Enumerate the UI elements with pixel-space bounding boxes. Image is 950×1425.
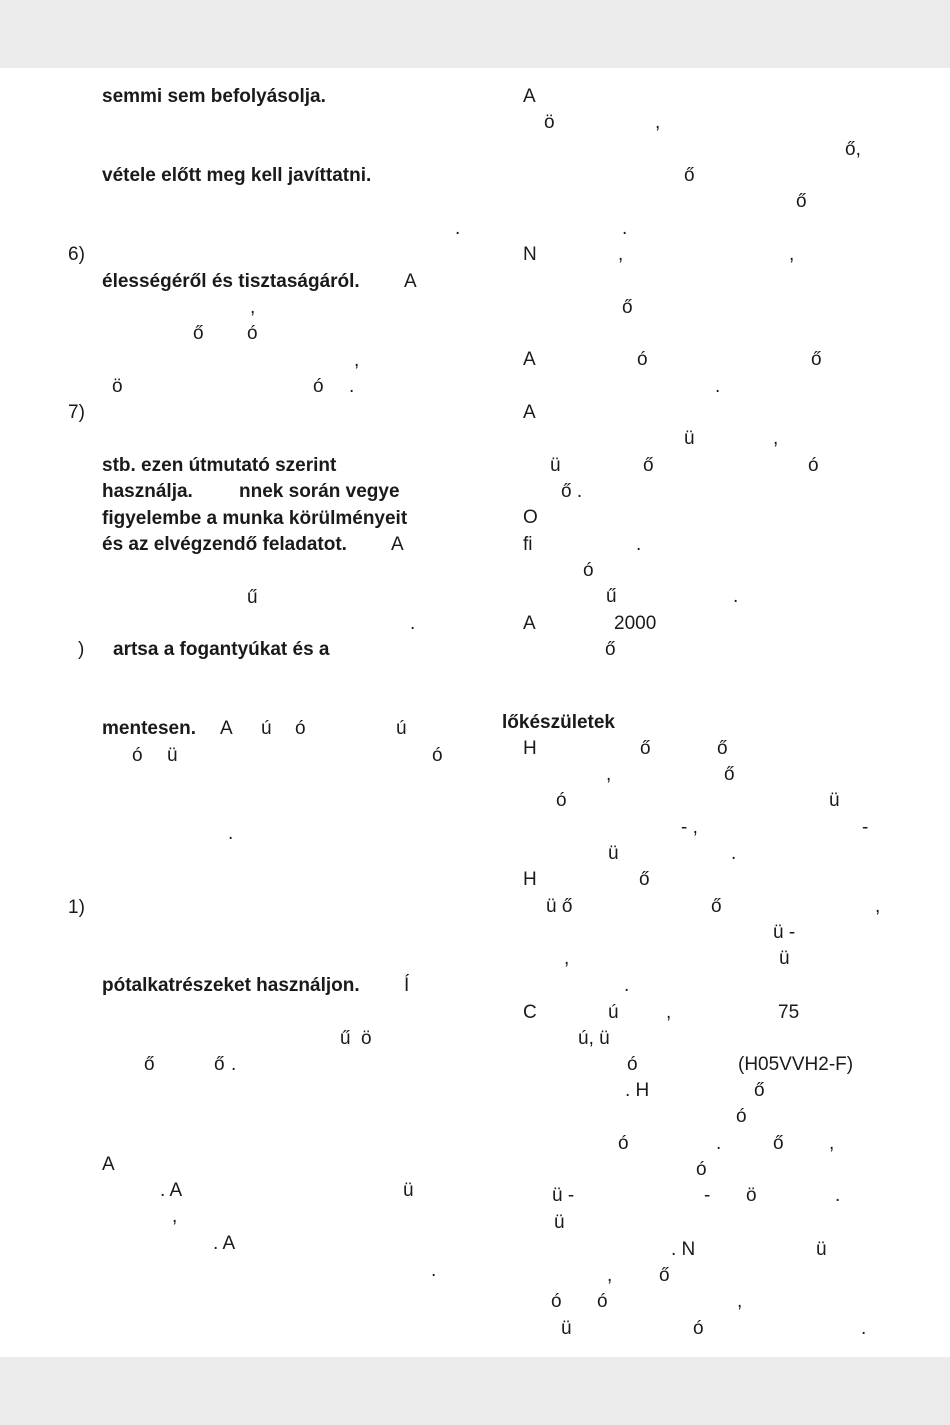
right-column-text-fragment: ü — [550, 455, 561, 476]
left-column-text-fragment: ő — [214, 1054, 225, 1075]
left-column-text-fragment: . — [455, 218, 461, 239]
left-column-text-fragment: . — [228, 823, 234, 844]
left-column-text-fragment: ó — [132, 745, 143, 766]
left-column-text-fragment: , — [172, 1206, 178, 1227]
left-column-text-fragment: Í — [404, 975, 410, 996]
left-column-text-fragment: mentesen. — [102, 718, 196, 739]
right-column-text-fragment: ü — [554, 1212, 565, 1233]
right-column-text-fragment: - , — [681, 817, 698, 838]
left-column-text-fragment: vétele előtt meg kell javíttatni. — [102, 165, 372, 186]
left-column-text-fragment: ú — [261, 718, 272, 739]
left-column-text-fragment: . A — [160, 1180, 183, 1201]
right-column-text-fragment: ó — [583, 560, 594, 581]
right-column-text-fragment: ó — [618, 1133, 629, 1154]
left-column-text-fragment: ú — [396, 718, 407, 739]
right-column-text-fragment: ő — [640, 738, 651, 759]
right-column-text-fragment: A — [523, 86, 536, 107]
right-column-text-fragment: . — [622, 218, 628, 239]
left-column-text-fragment: . — [349, 376, 355, 397]
left-column-text-fragment: stb. ezen útmutató szerint — [102, 455, 337, 476]
left-column-text-fragment: ó — [313, 376, 324, 397]
left-column-text-fragment: A — [220, 718, 233, 739]
right-column-text-fragment: ü — [561, 1318, 572, 1339]
right-column-text-fragment: ő — [754, 1080, 765, 1101]
right-column-text-fragment: A — [523, 402, 536, 423]
right-column-text-fragment: ú, ü — [578, 1028, 610, 1049]
right-column-text-fragment: ő — [684, 165, 695, 186]
right-column-text-fragment: . — [861, 1318, 867, 1339]
right-column-text-fragment: N — [523, 244, 537, 265]
right-column-text-fragment: , — [655, 112, 661, 133]
right-column-text-fragment: ö — [544, 112, 555, 133]
left-column-text-fragment: . A — [213, 1233, 236, 1254]
right-column-text-fragment: 2000 — [614, 613, 657, 634]
right-column-text-fragment: ű — [606, 586, 617, 607]
right-column-text-fragment: ü — [816, 1239, 827, 1260]
right-column-text-fragment: A — [523, 613, 536, 634]
right-column-text-fragment: ó — [696, 1159, 707, 1180]
left-column-text-fragment: ő — [193, 323, 204, 344]
left-column-text-fragment: ü — [167, 745, 178, 766]
left-column-text-fragment: ő — [144, 1054, 155, 1075]
right-column-text-fragment: ü — [608, 843, 619, 864]
right-column-text-fragment: . — [835, 1185, 841, 1206]
right-column-text-fragment: , — [564, 948, 570, 969]
right-column-text-fragment: ó — [736, 1106, 747, 1127]
right-column-text-fragment: ó — [551, 1291, 562, 1312]
left-column-text-fragment: A — [102, 1154, 115, 1175]
right-column-text-fragment: ü — [829, 790, 840, 811]
right-column-text-fragment: , — [607, 1265, 613, 1286]
right-column-text-fragment: ö — [746, 1185, 757, 1206]
manual-page — [0, 68, 950, 1357]
left-column-text-fragment: . — [231, 1054, 237, 1075]
right-column-text-fragment: ó — [627, 1054, 638, 1075]
right-column-text-fragment: 75 — [778, 1002, 800, 1023]
right-column-text-fragment: ü — [684, 428, 695, 449]
right-column-text-fragment: ő — [811, 349, 822, 370]
right-column-text-fragment: ő — [724, 764, 735, 785]
left-column-text-fragment: 7) — [68, 402, 85, 423]
right-column-text-fragment: (H05VVH2-F) — [738, 1054, 854, 1075]
right-column-text-fragment: ú — [608, 1002, 619, 1023]
left-column-text-fragment: ó — [432, 745, 443, 766]
right-column-text-fragment: ő — [643, 455, 654, 476]
right-column-text-fragment: , — [737, 1291, 743, 1312]
right-column-text-fragment: C — [523, 1002, 537, 1023]
left-column-text-fragment: A — [404, 271, 417, 292]
left-column-text-fragment: . — [410, 613, 416, 634]
left-column-text-fragment: ó — [295, 718, 306, 739]
right-column-text-fragment: . — [636, 534, 642, 555]
right-column-text-fragment: ü - — [552, 1185, 575, 1206]
right-column-text-fragment: A — [523, 349, 536, 370]
left-column-text-fragment: ) — [78, 639, 85, 660]
left-column-text-fragment: ü — [403, 1180, 414, 1201]
right-column-text-fragment: . — [624, 975, 630, 996]
left-column-text-fragment: figyelembe a munka körülményeit — [102, 508, 408, 529]
right-column-text-fragment: ő — [796, 191, 807, 212]
right-column-text-fragment: ő . — [561, 481, 583, 502]
left-column-text-fragment: . — [431, 1260, 437, 1281]
right-column-text-fragment: H — [523, 869, 537, 890]
left-column-text-fragment: 1) — [68, 897, 85, 918]
right-column-text-fragment: ő — [605, 639, 616, 660]
right-column-text-fragment: , — [875, 896, 881, 917]
right-column-text-fragment: O — [523, 507, 538, 528]
right-column-text-fragment: . N — [671, 1239, 696, 1260]
right-column-text-fragment: ő, — [845, 139, 861, 160]
right-column-text-fragment: - — [704, 1185, 711, 1206]
right-column-text-fragment: ó — [556, 790, 567, 811]
right-column-text-fragment: ó — [808, 455, 819, 476]
left-column-text-fragment: semmi sem befolyásolja. — [102, 86, 326, 107]
left-column-text-fragment: használja. — [102, 481, 193, 502]
right-column-text-fragment: , — [606, 764, 612, 785]
right-column-text-fragment: ő — [659, 1265, 670, 1286]
right-column-text-fragment: . — [733, 586, 739, 607]
right-column-text-fragment: ő — [639, 869, 650, 890]
right-column-text-fragment: . H — [625, 1080, 650, 1101]
right-column-text-fragment: ő — [773, 1133, 784, 1154]
right-column-text-fragment: ó — [637, 349, 648, 370]
right-column-text-fragment: fi — [523, 534, 533, 555]
left-column-text-fragment: ű — [340, 1028, 351, 1049]
right-column-text-fragment: , — [666, 1002, 672, 1023]
left-column-text-fragment: , — [250, 297, 256, 318]
left-column-text-fragment: A — [391, 534, 404, 555]
right-column-text-fragment: ő — [711, 896, 722, 917]
right-column-text-fragment: , — [789, 244, 795, 265]
right-column-text-fragment: . — [716, 1133, 722, 1154]
right-column-text-fragment: , — [829, 1133, 835, 1154]
right-column-text-fragment: ü — [779, 948, 790, 969]
left-column-text-fragment: pótalkatrészeket használjon. — [102, 975, 360, 996]
right-column-text-fragment: H — [523, 738, 537, 759]
left-column-text-fragment: élességéről és tisztaságáról. — [102, 271, 360, 292]
right-column-text-fragment: ő — [717, 738, 728, 759]
left-column-text-fragment: 6) — [68, 244, 85, 265]
right-column-text-fragment: . — [731, 843, 737, 864]
left-column-text-fragment: ö — [112, 376, 123, 397]
right-column-text-fragment: ó — [597, 1291, 608, 1312]
left-column-text-fragment: nnek során vegye — [239, 481, 400, 502]
right-column-text-fragment: , — [773, 428, 779, 449]
left-column-text-fragment: ű — [247, 587, 258, 608]
right-column-text-fragment: . — [715, 376, 721, 397]
left-column-text-fragment: ó — [247, 323, 258, 344]
right-column-text-fragment: lőkészületek — [502, 712, 615, 733]
right-column-text-fragment: ő — [622, 297, 633, 318]
right-column-text-fragment: ü - — [773, 922, 796, 943]
right-column-text-fragment: - — [862, 817, 869, 838]
right-column-text-fragment: , — [618, 244, 624, 265]
right-column-text-fragment: ü ő — [546, 896, 573, 917]
left-column-text-fragment: , — [354, 350, 360, 371]
left-column-text-fragment: artsa a fogantyúkat és a — [113, 639, 330, 660]
left-column-text-fragment: és az elvégzendő feladatot. — [102, 534, 347, 555]
left-column-text-fragment: ö — [361, 1028, 372, 1049]
right-column-text-fragment: ó — [693, 1318, 704, 1339]
